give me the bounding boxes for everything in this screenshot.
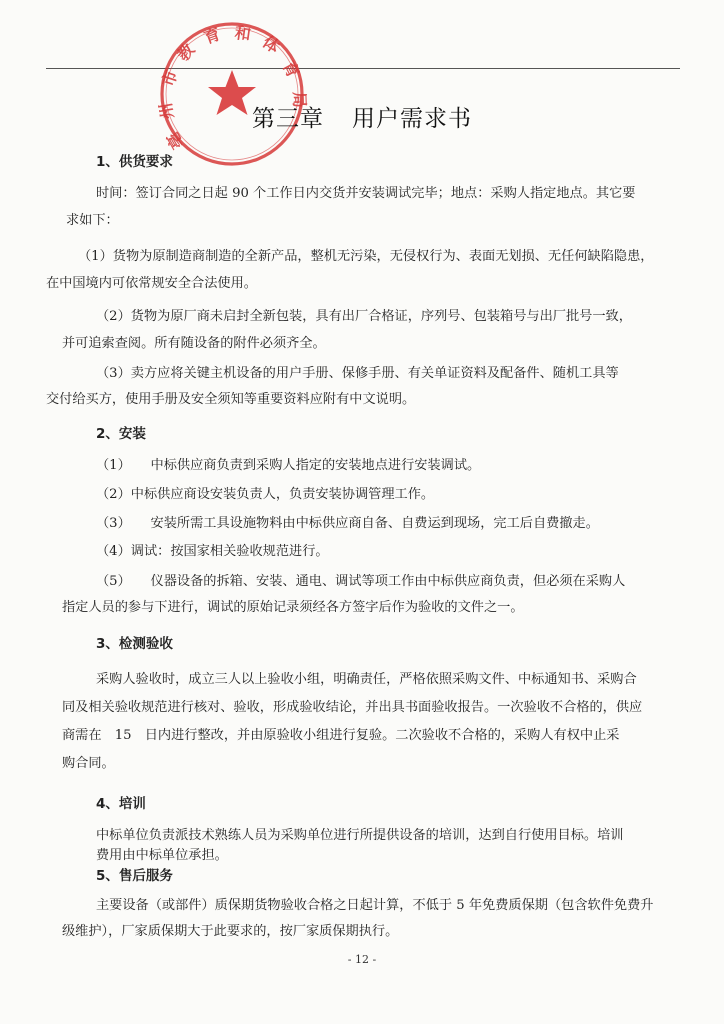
paragraph-line: 时间：签订合同之日起 90 个工作日内交货并安装调试完毕；地点：采购人指定地点。其它要	[96, 186, 636, 201]
title-text: 用户需求书	[352, 106, 472, 132]
svg-text:和: 和	[233, 23, 253, 45]
paragraph-line: （1） 中标供应商负责到采购人指定的安装地点进行安装调试。	[96, 458, 481, 473]
paragraph-line: 采购人验收时，成立三人以上验收小组，明确责任，严格依照采购文件、中标通知书、采购合	[96, 672, 637, 687]
paragraph-line: 并可追索查阅。所有随设备的附件必须齐全。	[62, 336, 326, 351]
paragraph-line: （4）调试：按国家相关验收规范进行。	[96, 544, 329, 559]
section-heading: 4、培训	[96, 796, 146, 812]
paragraph-line: 在中国境内可依常规安全合法使用。	[46, 276, 257, 291]
paragraph-line: 中标单位负责派技术熟练人员为采购单位进行所提供设备的培训，达到自行使用目标。培训	[96, 828, 624, 843]
paragraph-line: 主要设备（或部件）质保期货物验收合格之日起计算，不低于 5 年免费质保期（包含软件免费升	[96, 898, 654, 913]
svg-text:育: 育	[201, 24, 223, 48]
section-heading: 1、供货要求	[96, 154, 173, 170]
paragraph-line: （1）货物为原制造商制造的全新产品，整机无污染，无侵权行为、表面无划损、无任何缺陷隐患，	[78, 249, 654, 264]
page-title	[0, 100, 724, 133]
paragraph-line: 费用由中标单位承担。	[96, 848, 228, 863]
paragraph-line: 级维护），厂家质保期大于此要求的，按厂家质保期执行。	[62, 924, 399, 939]
header-rule	[46, 68, 680, 69]
paragraph-line: （3） 安装所需工具设施物料由中标供应商自备、自费运到现场，完工后自费撤走。	[96, 516, 599, 531]
svg-text:局: 局	[289, 91, 310, 109]
paragraph-line: 求如下：	[66, 213, 119, 228]
section-heading: 2、安装	[96, 426, 146, 442]
official-seal-icon	[155, 20, 310, 168]
svg-text:教: 教	[173, 40, 199, 65]
paragraph-line: 指定人员的参与下进行，调试的原始记录须经各方签字后作为验收的文件之一。	[62, 600, 524, 615]
paragraph-line: 同及相关验收规范进行核对、验收，形成验收结论，并出具书面验收报告。一次验收不合格的，供应	[62, 700, 643, 715]
page-number: - 12 -	[347, 953, 377, 966]
svg-text:市: 市	[158, 67, 182, 89]
paragraph-line: 购合同。	[62, 756, 115, 771]
svg-text:州: 州	[155, 101, 178, 121]
section-heading: 3、检测验收	[96, 636, 173, 652]
paragraph-line: （2）中标供应商设安装负责人，负责安装协调管理工作。	[96, 487, 435, 502]
paragraph-line: 交付给买方，使用手册及安全须知等重要资料应附有中文说明。	[46, 392, 416, 407]
svg-text:育: 育	[278, 57, 304, 81]
svg-text:亳: 亳	[163, 129, 188, 153]
paragraph-line: 商需在 15 日内进行整改，并由原验收小组进行复验。二次验收不合格的，采购人有权中止采	[62, 728, 620, 743]
section-heading: 5、售后服务	[96, 868, 173, 884]
chapter-title: 第三章	[252, 106, 324, 132]
svg-text:体: 体	[259, 32, 284, 57]
paragraph-line: （5） 仪器设备的拆箱、安装、通电、调试等项工作由中标供应商负责，但必须在采购人	[96, 574, 626, 589]
paragraph-line: （3）卖方应将关键主机设备的用户手册、保修手册、有关单证资料及配备件、随机工具等	[96, 366, 619, 381]
paragraph-line: （2）货物为原厂商未启封全新包装，具有出厂合格证，序列号、包装箱号与出厂批号一致，	[96, 309, 632, 324]
